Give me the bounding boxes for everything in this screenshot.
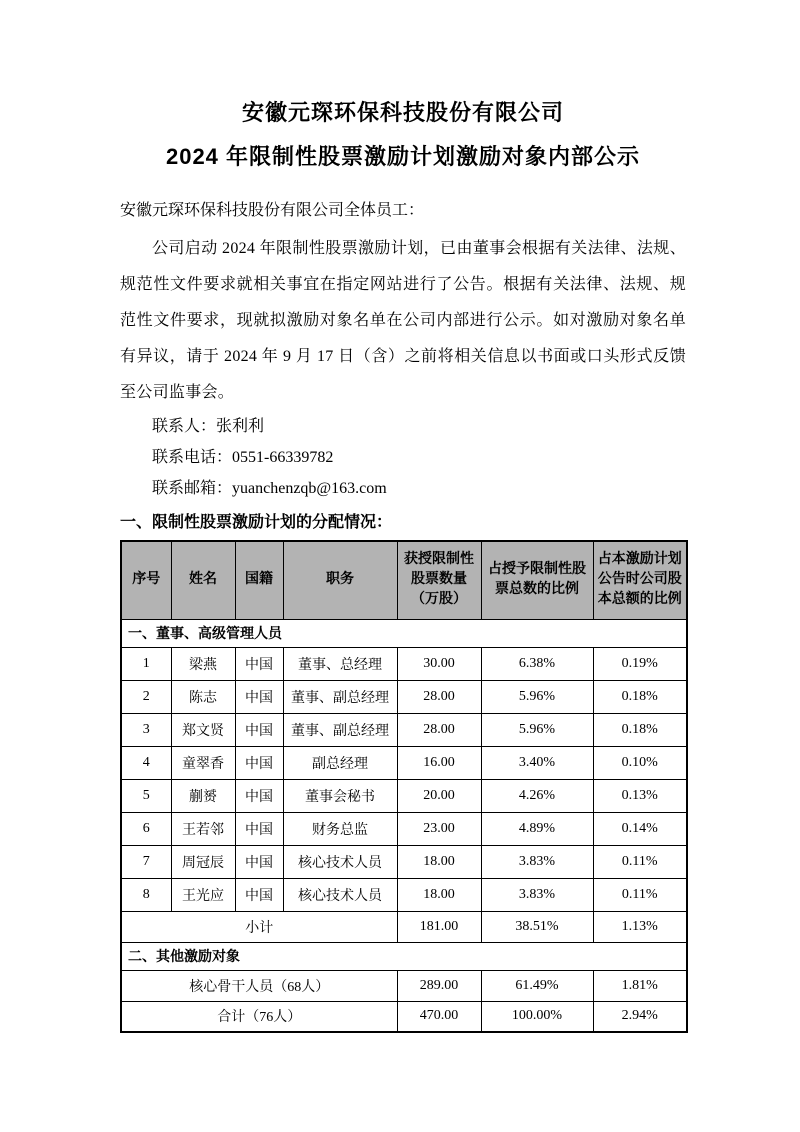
cell-shares: 30.00 [397, 647, 481, 680]
cell-nationality: 中国 [235, 812, 283, 845]
page-title: 安徽元琛环保科技股份有限公司 [241, 100, 564, 125]
header-position: 职务 [283, 541, 397, 619]
cell-no: 6 [121, 812, 171, 845]
total-capital-pct: 2.94% [593, 1001, 687, 1032]
cell-no: 4 [121, 746, 171, 779]
header-name: 姓名 [171, 541, 235, 619]
contact-person-label: 联系人： [152, 418, 217, 435]
cell-grant-pct: 3.40% [481, 746, 593, 779]
cell-grant-pct: 4.26% [481, 779, 593, 812]
total-shares: 470.00 [397, 1001, 481, 1032]
section-row-directors [121, 619, 687, 647]
section-row-others [121, 942, 687, 970]
cell-no: 5 [121, 779, 171, 812]
header-capital-pct: 占本激励计划公告时公司股本总额的比例 [593, 541, 687, 619]
table-row [121, 647, 687, 680]
contact-phone-label: 联系电话： [152, 449, 233, 466]
table-row [121, 779, 687, 812]
core-staff-shares: 289.00 [397, 970, 481, 1001]
core-staff-label: 核心骨干人员（68人） [121, 970, 397, 1001]
contact-person-line [120, 411, 686, 442]
cell-nationality: 中国 [235, 746, 283, 779]
cell-name: 王若邻 [171, 812, 235, 845]
header-nationality: 国籍 [235, 541, 283, 619]
cell-position: 董事会秘书 [283, 779, 397, 812]
cell-grant-pct: 5.96% [481, 713, 593, 746]
table-header-row [121, 541, 687, 619]
table-row [121, 812, 687, 845]
cell-grant-pct: 5.96% [481, 680, 593, 713]
cell-shares: 20.00 [397, 779, 481, 812]
table-row [121, 878, 687, 911]
table-row [121, 680, 687, 713]
header-shares: 获授限制性股票数量（万股） [397, 541, 481, 619]
cell-name: 王光应 [171, 878, 235, 911]
cell-name: 蒯赟 [171, 779, 235, 812]
cell-capital-pct: 0.13% [593, 779, 687, 812]
cell-grant-pct: 6.38% [481, 647, 593, 680]
cell-shares: 28.00 [397, 680, 481, 713]
cell-position: 董事、副总经理 [283, 713, 397, 746]
cell-position: 董事、副总经理 [283, 680, 397, 713]
header-no: 序号 [121, 541, 171, 619]
cell-name: 陈志 [171, 680, 235, 713]
cell-shares: 18.00 [397, 845, 481, 878]
cell-nationality: 中国 [235, 647, 283, 680]
cell-position: 董事、总经理 [283, 647, 397, 680]
subtotal-capital-pct: 1.13% [593, 911, 687, 942]
cell-position: 核心技术人员 [283, 845, 397, 878]
cell-position: 核心技术人员 [283, 878, 397, 911]
allocation-table [120, 540, 688, 1033]
cell-position: 副总经理 [283, 746, 397, 779]
cell-capital-pct: 0.11% [593, 878, 687, 911]
cell-position: 财务总监 [283, 812, 397, 845]
subtotal-label: 小计 [121, 911, 397, 942]
contact-person-value: 张利利 [216, 418, 265, 435]
cell-no: 2 [121, 680, 171, 713]
cell-no: 3 [121, 713, 171, 746]
contact-phone-value: 0551-66339782 [232, 449, 334, 466]
cell-name: 郑文贤 [171, 713, 235, 746]
cell-grant-pct: 3.83% [481, 878, 593, 911]
page-subtitle: 2024 年限制性股票激励计划激励对象内部公示 [165, 144, 641, 169]
cell-capital-pct: 0.19% [593, 647, 687, 680]
cell-no: 8 [121, 878, 171, 911]
core-staff-row [121, 970, 687, 1001]
cell-capital-pct: 0.14% [593, 812, 687, 845]
core-staff-capital-pct: 1.81% [593, 970, 687, 1001]
cell-capital-pct: 0.11% [593, 845, 687, 878]
cell-name: 梁燕 [171, 647, 235, 680]
cell-shares: 28.00 [397, 713, 481, 746]
table-row [121, 746, 687, 779]
cell-shares: 18.00 [397, 878, 481, 911]
cell-nationality: 中国 [235, 713, 283, 746]
contact-email-value: yuanchenzqb@163.com [232, 480, 387, 497]
cell-capital-pct: 0.18% [593, 680, 687, 713]
cell-nationality: 中国 [235, 680, 283, 713]
table-row [121, 713, 687, 746]
table-row [121, 845, 687, 878]
contact-email-label: 联系邮箱： [152, 480, 233, 497]
cell-nationality: 中国 [235, 845, 283, 878]
subtotal-shares: 181.00 [397, 911, 481, 942]
cell-grant-pct: 4.89% [481, 812, 593, 845]
header-grant-pct: 占授予限制性股票总数的比例 [481, 541, 593, 619]
cell-nationality: 中国 [235, 779, 283, 812]
total-grant-pct: 100.00% [481, 1001, 593, 1032]
contact-email-line [120, 473, 686, 504]
section-label: 二、其他激励对象 [121, 942, 687, 970]
cell-name: 周冠辰 [171, 845, 235, 878]
contact-phone-line [120, 442, 686, 473]
subtotal-grant-pct: 38.51% [481, 911, 593, 942]
section-heading: 一、限制性股票激励计划的分配情况： [120, 514, 393, 531]
cell-no: 1 [121, 647, 171, 680]
cell-capital-pct: 0.10% [593, 746, 687, 779]
salutation: 安徽元琛环保科技股份有限公司全体员工： [120, 202, 425, 219]
total-row [121, 1001, 687, 1032]
cell-shares: 23.00 [397, 812, 481, 845]
core-staff-grant-pct: 61.49% [481, 970, 593, 1001]
section-label: 一、董事、高级管理人员 [121, 619, 687, 647]
cell-name: 童翠香 [171, 746, 235, 779]
cell-no: 7 [121, 845, 171, 878]
cell-nationality: 中国 [235, 878, 283, 911]
cell-shares: 16.00 [397, 746, 481, 779]
total-label: 合计（76人） [121, 1001, 397, 1032]
subtotal-row [121, 911, 687, 942]
body-paragraph: 公司启动 2024 年限制性股票激励计划，已由董事会根据有关法律、法规、规范性文件要求就相关事宜在指定网站进行了公告。根据有关法律、法规、规范性文件要求，现就拟激励对象名单在公司内部进行公示。如对激励对象名单有异议，请于 2024 年 9 月 17 日（含）之前将相关信息以书面或口头形式反馈至公司监事会。 [120, 240, 686, 401]
cell-grant-pct: 3.83% [481, 845, 593, 878]
cell-capital-pct: 0.18% [593, 713, 687, 746]
